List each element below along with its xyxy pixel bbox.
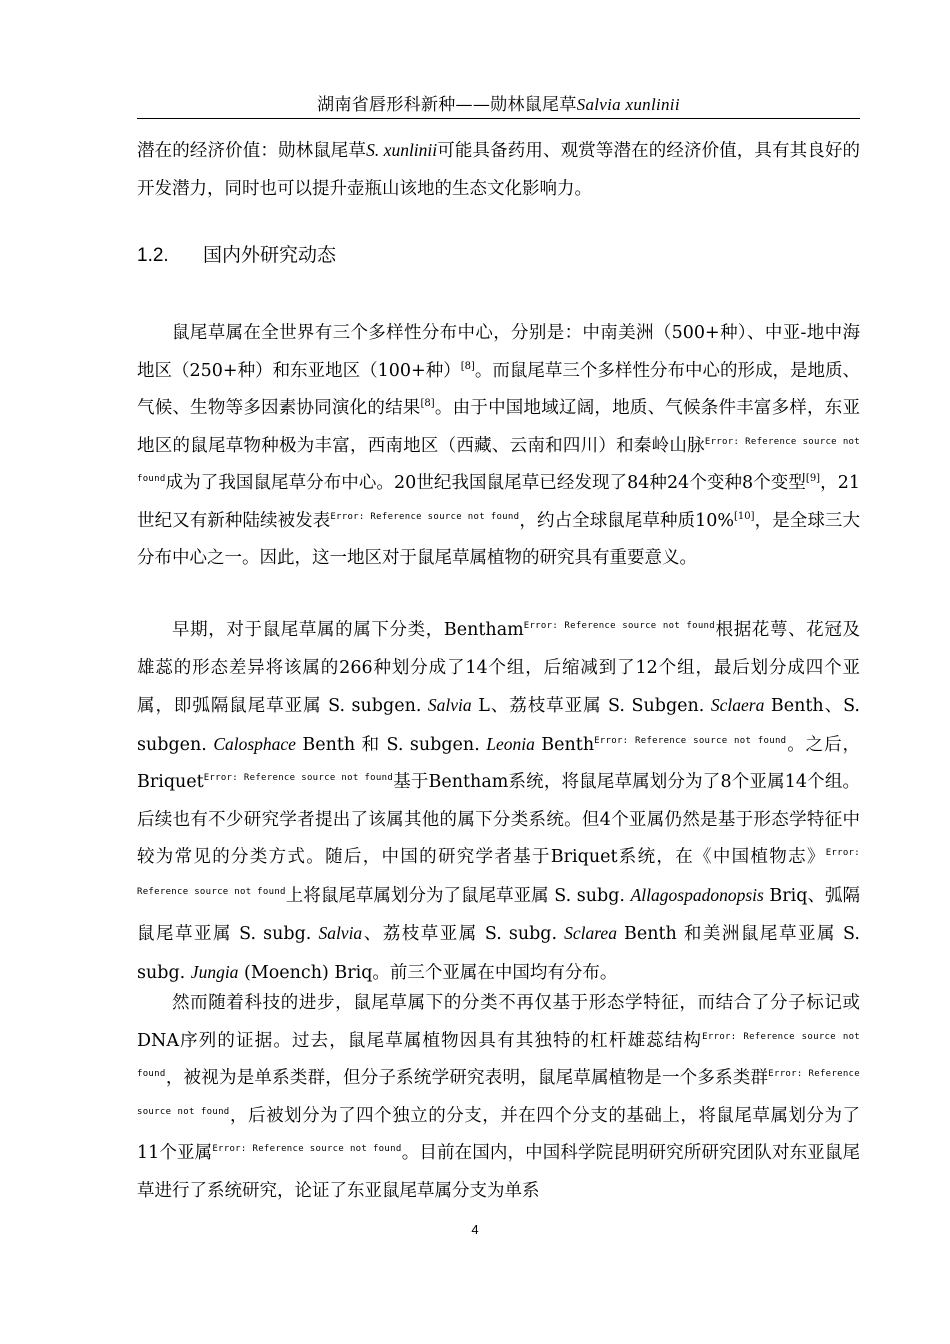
reference-error: Error: Reference source not found [523,621,715,631]
page-number: 4 [471,1222,479,1237]
reference-error: Error: Reference source not found [203,773,394,783]
reference-error: Error: Reference source not found [330,511,520,522]
paragraph-molecular: 然而随着科技的进步，鼠尾草属下的分类不再仅基于形态学特征，而结合了分子标记或DNA序列的证据。过去，鼠尾草属植物因具有其独特的杠杆雄蕊结构$^{Error: Reference source not found}$，被视为是单系类群，但分子系统学研究表明，鼠尾草属植物是一个多系类群$^{Error: Reference source not found}$，后被划分为了四个独立的分支，并在四个分支的基础上，将鼠尾草属划分为了11个亚属$^{Error: Reference source not found}$。目前在国内，中国科学院昆明研究所研究团队对东亚鼠尾草进行了系统研究，论证了东亚鼠尾草属分支为单系 [137,993,861,1201]
running-header [137,94,860,116]
paragraph-distribution: 鼠尾草属在全世界有三个多样性分布中心，分别是：中南美洲（500+种）、中亚-地中海地区（250+种）和东亚地区（100+种）[8]。而鼠尾草三个多样性分布中心的形成，是地质、气候、生物等多因素协同演化的结果[8]。由于中国地域辽阔，地质、气候条件丰富多样，东亚地区的鼠尾草物种极为丰富，西南地区（西藏、云南和四川）和秦岭山脉$^{Error: Reference source not found}$成为了我国鼠尾草分布中心。20世纪我国鼠尾草已经发现了84种24个变种8个变型[9]，21世纪又有新种陆续被发表$^{Error: Reference source not found}$，约占全球鼠尾草种质10%[10]，是全球三大分布中心之一。因此，这一地区对于鼠尾草属植物的研究具有重要意义。 [137,323,861,568]
reference-error: Error: Reference source not found [137,1069,860,1117]
reference-error: Error: Reference source not found [137,848,860,897]
citation: [10] [734,510,755,522]
paragraph-classification: 早期，对于鼠尾草属的属下分类，Bentham$^{Error: Reference source not found}$根据花萼、花冠及雄蕊的形态差异将该属的266种划分成了14个组，后缩减到了12个组，最后划分成四个亚属，即弧隔鼠尾草亚属 S. subgen. Salvia L、荔枝草亚属 S. Subgen. Sclaera Benth、S. subgen. Calosphace Benth 和 S. subgen. Leonia Benth$^{Error: Reference source not found}$。之后，Briquet$^{Error: Reference source not found}$基于Bentham系统，将鼠尾草属划分为了8个亚属14个组。后续也有不少研究学者提出了该属其他的属下分类系统。但4个亚属仍然是基于形态学特征中较为常见的分类方式。随后，中国的研究学者基于Briquet系统，在《中国植物志》$^{Error: Reference source not found}$上将鼠尾草属划分为了鼠尾草亚属 S. subg. Allagospadonopsis Briq、弧隔鼠尾草亚属 S. subg. Salvia、荔枝草亚属 S. subg. Sclarea Benth 和美洲鼠尾草亚属 S. subg. Jungia (Moench) Briq。前三个亚属在中国均有分布。 [137,620,861,983]
reference-error: Error: Reference source not found [594,735,787,746]
section-title: 国内外研究动态 [203,244,337,266]
species-name: S. xunlinii [366,140,438,160]
reference-error: Error: Reference source not found [212,1144,402,1154]
reference-error: Error: Reference source not found [137,436,860,484]
intro-paragraph: 潜在的经济价值：勋林鼠尾草S. xunlinii可能具备药用、观赏等潜在的经济价值，具有其良好的开发潜力，同时也可以提升壶瓶山该地的生态文化影响力。 [137,140,861,199]
header-title-latin: Salvia xunlinii [576,95,680,114]
header-title-cn: 湖南省唇形科新种——勋林鼠尾草 [317,95,577,115]
reference-error: Error: Reference source not found [137,1031,861,1079]
section-number: 1.2. [137,245,169,266]
header-rule [137,118,860,119]
citation: [8] [460,360,475,372]
citation: [9] [805,473,821,484]
citation: [8] [420,398,435,409]
section-heading [137,240,336,271]
